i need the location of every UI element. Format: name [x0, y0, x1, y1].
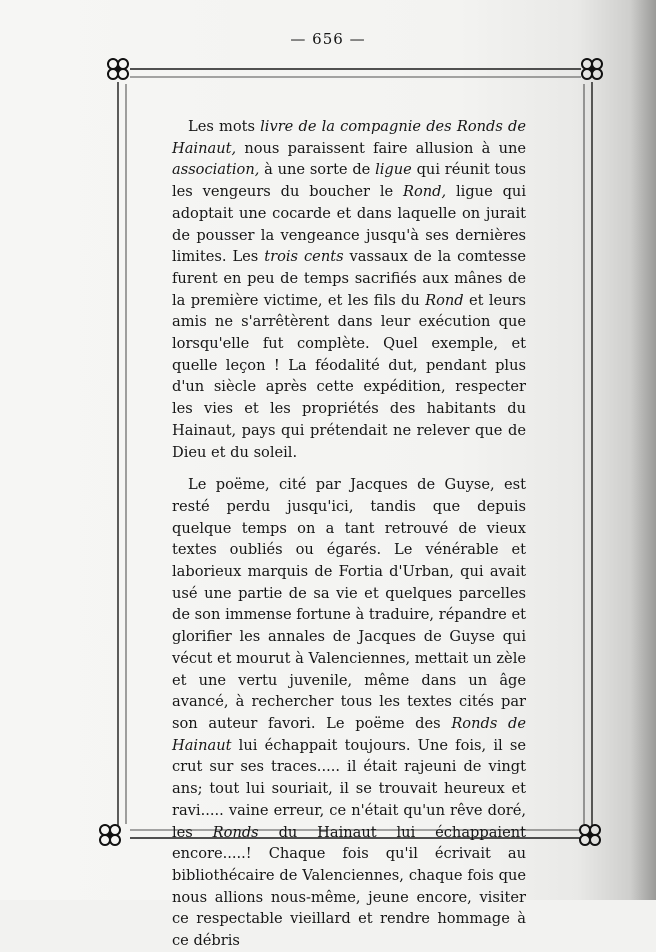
- italic-text: association,: [172, 161, 260, 179]
- paragraph: [172, 116, 526, 463]
- italic-text: Rond,: [402, 183, 447, 201]
- italic-text: Ronds de Hainaut: [172, 714, 526, 754]
- text-run: du Hainaut lui échappaient encore.....! Chaque fois qu'il écrivait au bibliothécaire de Valenciennes, chaque fois que nous allions nous-même, jeune encore, visiter ce respectable vieillard et rendre hommage à ce débris: [172, 823, 526, 950]
- italic-text: Ronds: [212, 823, 259, 841]
- text-run: Les mots: [188, 118, 261, 135]
- text-run: Le poëme, cité par Jacques de Guyse, est resté perdu jusqu'ici, tandis que depuis quelque temps on a tant retrouvé de vieux textes oubliés ou égarés. Le vénérable et laborieux marquis de Fortia d'Urban, qui avait usé une partie de sa vie et quelques parcelles de son immense fortune à traduire, répandre et glorifier les annales de Jacques de Guyse qui vécut et mourut à Valenciennes, mettait un zèle et une vertu juvenile, même dans un âge avancé, à rechercher tous les textes cités par son auteur favori. Le poëme des: [172, 476, 526, 732]
- text-run: à une sorte de: [259, 161, 376, 179]
- corner-ornament-bottom-right-icon: [580, 825, 600, 845]
- page-number: — 656 —: [290, 30, 366, 48]
- text-run: ligue qui adoptait une cocarde et dans laquelle on jurait de pousser la vengeance jusqu'à ses dernières limites. Les: [172, 183, 526, 266]
- paragraph: [172, 474, 526, 951]
- text-run: nous paraissent faire allusion à une: [236, 139, 526, 157]
- text-run: vassaux de la comtesse furent en peu de temps sacrifiés aux mânes de la première victime, et les fils du: [172, 248, 526, 309]
- italic-text: livre de la compagnie des Ronds de Hainaut,: [172, 118, 526, 157]
- text-run: lui échappait toujours. Une fois, il se crut sur ses traces..... il était rajeuni de vingt ans; tout lui souriait, il se trouvait heureux et ravi..... vaine erreur, ce n'était qu'un rêve doré, les: [172, 736, 526, 841]
- italic-text: ligue: [375, 161, 412, 179]
- corner-ornament-top-left-icon: [108, 59, 128, 79]
- italic-text: Rond: [425, 291, 464, 309]
- body-text: [172, 116, 526, 952]
- corner-ornament-bottom-left-icon: [100, 825, 120, 845]
- text-run: et leurs amis ne s'arrêtèrent dans leur exécution que lorsqu'elle fut complète. Quel exemple, et quelle leçon ! La féodalité dut, pendant plus d'un siècle après cette expédition, respecter les vies et les propriétés des habitants du Hainaut, pays qui prétendait ne relever que de Dieu et du soleil.: [172, 291, 526, 461]
- italic-text: trois cents: [264, 248, 344, 266]
- corner-ornament-top-right-icon: [582, 59, 602, 79]
- text-run: qui réunit tous les vengeurs du boucher le: [172, 161, 527, 201]
